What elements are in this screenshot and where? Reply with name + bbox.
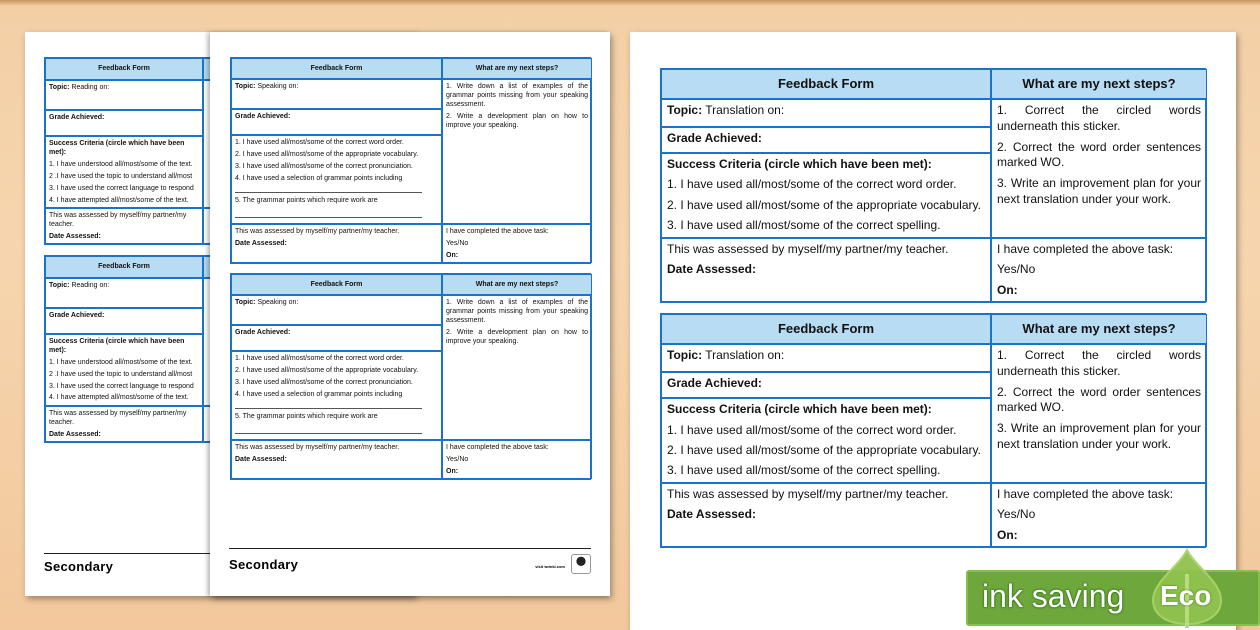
grade-cell [661,127,991,153]
blank-line [235,399,422,409]
completed-text: I have completed the above task: [997,486,1174,501]
grade-cell [231,325,442,351]
assessment-cell [661,238,991,302]
criteria-item: 4. I have used a selection of grammar points including [235,174,403,182]
next-steps-cell [991,344,1207,483]
website-link: visit twinkl.com [535,564,565,570]
grade-label: Grade Achieved: [235,113,291,120]
on-label: On: [997,527,1018,542]
topic-value: Reading on: [71,281,110,289]
blank-line [235,424,422,434]
yes-no-text: Yes/No [997,507,1036,522]
topic-value: Reading on: [71,84,110,91]
criteria-title [49,337,199,355]
criteria-title-text: Success Criteria (circle which have been met): [49,337,185,354]
date-assessed [235,455,438,464]
grade-cell [661,372,991,398]
on-date [997,283,1201,299]
on-label: On: [446,252,459,260]
on-label: On: [997,282,1018,297]
completed-text: I have completed the above task: [997,241,1174,256]
criteria-title [667,402,985,418]
level-label: Secondary [229,556,299,572]
criteria-item: 1. I have understood all/most/some of the text. [49,358,193,366]
success-criteria-cell [661,153,991,238]
yes-no-text: Yes/No [446,456,469,464]
on-date [997,528,1201,544]
next-step-item: 2. Write a development plan on how to improve your speaking. [446,113,588,130]
criteria-title [667,157,985,173]
completed-text: I have completed the above task: [446,228,549,236]
page-footer [229,548,591,574]
date-assessed-label: Date Assessed: [667,507,756,522]
date-assessed [667,507,985,523]
completion-cell [442,224,592,263]
feedback-forms [230,57,591,480]
level-label: Secondary [44,559,114,574]
grade-cell [45,110,203,136]
criteria-item: 3. I have used the correct language to respond [49,382,194,390]
topic-label: Topic: [667,348,703,363]
assessed-by-text: This was assessed by myself/my partner/my teacher. [49,211,187,228]
grade-cell [231,109,442,135]
feedback-form-header: Feedback Form [45,58,203,80]
grade-label: Grade Achieved: [667,131,762,145]
assessed-by-text: This was assessed by myself/my partner/my teacher. [667,486,949,501]
grade-label: Grade Achieved: [235,329,291,337]
blank-line [235,208,422,218]
date-assessed-label: Date Assessed: [49,232,101,240]
criteria-item: 3. I have used all/most/some of the correct pronunciation. [235,162,413,170]
criteria-item: 5. The grammar points which require work are [235,197,378,205]
yes-no-text: Yes/No [997,262,1036,277]
next-steps-header: What are my next steps? [442,274,592,295]
assessment-cell [661,483,991,547]
next-step-item: 1. Correct the circled words underneath this sticker. [997,348,1201,378]
criteria-title [49,139,199,157]
assessed-by-text: This was assessed by myself/my partner/my teacher. [235,228,400,236]
assessment-cell [231,440,442,479]
criteria-item: 2. I have used all/most/some of the appropriate vocabulary. [235,367,419,375]
next-step-item: 1. Correct the circled words underneath this sticker. [997,103,1201,133]
next-steps-cell [442,79,592,224]
yes-no-text: Yes/No [446,240,469,248]
criteria-item: 5. The grammar points which require work are [235,413,378,421]
grade-label: Grade Achieved: [667,376,762,391]
next-step-item: 1. Write down a list of examples of the grammar points missing from your speaking assessment. [446,299,588,325]
criteria-item: 1. I have used all/most/some of the correct word order. [667,177,957,192]
on-label: On: [446,468,459,476]
next-step-item: 3. Write an improvement plan for your next translation under your work. [997,176,1201,206]
topic-value: Speaking on: [257,299,299,307]
feedback-form-header: Feedback Form [45,256,203,278]
criteria-item: 3. I have used the correct language to respond [49,184,194,192]
feedback-form-table [660,313,1206,548]
criteria-item: 4. I have attempted all/most/some of the text. [49,394,189,402]
next-step-item: 2. Correct the word order sentences marked WO. [997,384,1201,415]
topic-cell [661,99,991,127]
next-step-item: 1. Write down a list of examples of the grammar points missing from your speaking assessment. [446,83,588,109]
date-assessed-label: Date Assessed: [235,456,287,464]
topic-value: Translation on: [705,348,785,363]
feedback-form-table [660,68,1206,303]
success-criteria-cell [45,136,203,208]
assessment-cell [45,208,203,244]
criteria-title-text: Success Criteria (circle which have been met): [667,402,932,417]
success-criteria-cell [231,135,442,224]
topic-value: Speaking on: [257,83,299,90]
worksheet-page-translation [630,32,1236,630]
topic-cell [45,278,203,308]
date-assessed [49,232,199,241]
criteria-item: 2 .I have used the topic to understand all/most [49,370,193,378]
criteria-item: 3. I have used all/most/some of the correct spelling. [667,218,941,233]
feedback-form-table [230,57,591,264]
next-step-item: 2. Write a development plan on how to improve your speaking. [446,329,588,346]
success-criteria-cell [231,351,442,440]
topic-label: Topic: [49,281,70,289]
on-date [446,251,588,260]
criteria-item: 1. I have used all/most/some of the correct word order. [235,139,404,146]
criteria-item: 1. I have used all/most/some of the correct word order. [667,422,957,437]
topic-cell [45,80,203,110]
criteria-item: 4. I have attempted all/most/some of the text. [49,196,189,204]
criteria-item: 1. I have used all/most/some of the correct word order. [235,355,404,363]
topic-cell [231,295,442,325]
eco-label: Eco [1160,580,1212,611]
topic-cell [661,344,991,372]
assessment-cell [231,224,442,263]
next-steps-header: What are my next steps? [991,314,1207,344]
feedback-form-header: Feedback Form [231,274,442,295]
date-assessed-label: Date Assessed: [235,240,287,248]
feedback-form-header: Feedback Form [231,58,442,79]
on-date [446,467,588,476]
next-step-item: 2. Correct the word order sentences marked WO. [997,139,1201,170]
criteria-item: 3. I have used all/most/some of the correct spelling. [667,463,941,478]
next-steps-header: What are my next steps? [991,69,1207,99]
criteria-item: 2 .I have used the topic to understand all/most [49,172,193,180]
feedback-forms [660,68,1206,548]
criteria-item: 2. I have used all/most/some of the appropriate vocabulary. [667,197,981,212]
next-step-item: 3. Write an improvement plan for your next translation under your work. [997,421,1201,451]
next-steps-cell [442,295,592,440]
blank-line [235,183,422,193]
feedback-form-table [230,273,591,480]
assessed-by-text: This was assessed by myself/my partner/my teacher. [49,409,187,426]
criteria-item: 1. I have understood all/most/some of the text. [49,160,193,168]
completion-cell [442,440,592,479]
date-assessed [49,430,199,439]
worksheet-page-speaking [210,32,610,596]
assessment-cell [45,406,203,442]
success-criteria-cell [661,398,991,483]
topic-label: Topic: [49,84,70,91]
completed-text: I have completed the above task: [446,444,549,452]
topic-label: Topic: [235,83,256,90]
date-assessed-label: Date Assessed: [667,262,756,277]
grade-label: Grade Achieved: [49,311,105,319]
grade-cell [45,308,203,334]
topic-value: Translation on: [705,103,785,117]
ink-saving-label: ink saving [982,578,1125,614]
twinkl-logo-icon [571,554,591,574]
criteria-item: 2. I have used all/most/some of the appropriate vocabulary. [667,442,981,457]
topic-label: Topic: [235,299,256,307]
topic-cell [231,79,442,109]
assessed-by-text: This was assessed by myself/my partner/my teacher. [667,241,949,256]
criteria-item: 4. I have used a selection of grammar points including [235,390,403,398]
criteria-title-text: Success Criteria (circle which have been met): [667,157,932,171]
success-criteria-cell [45,334,203,406]
assessed-by-text: This was assessed by myself/my partner/my teacher. [235,444,400,452]
topic-label: Topic: [667,103,703,117]
completion-cell [991,238,1207,302]
completion-cell [991,483,1207,547]
criteria-item: 3. I have used all/most/some of the correct pronunciation. [235,378,413,386]
criteria-title-text: Success Criteria (circle which have been met): [49,140,185,157]
feedback-form-header: Feedback Form [661,69,991,99]
feedback-form-header: Feedback Form [661,314,991,344]
next-steps-header: What are my next steps? [442,58,592,79]
date-assessed [667,262,985,278]
criteria-item: 2. I have used all/most/some of the appropriate vocabulary. [235,150,419,158]
date-assessed-label: Date Assessed: [49,430,101,438]
date-assessed [235,239,438,248]
next-steps-cell [991,99,1207,238]
grade-label: Grade Achieved: [49,114,105,121]
